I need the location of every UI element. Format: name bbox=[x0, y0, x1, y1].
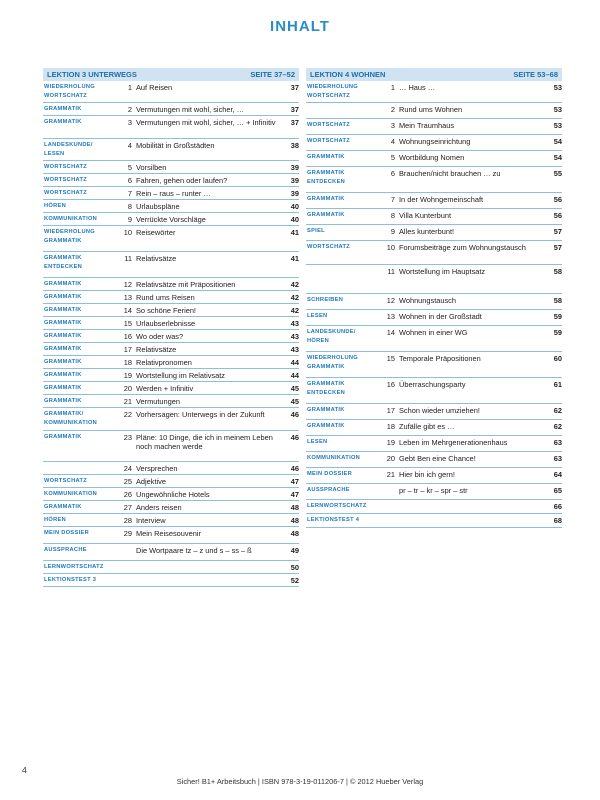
row-page: 57 bbox=[553, 243, 562, 252]
row-page: 63 bbox=[553, 454, 562, 463]
row-number: 9 bbox=[390, 227, 395, 236]
row-title: So schöne Ferien! bbox=[136, 306, 196, 315]
row-title: Rein – raus – runter … bbox=[136, 189, 211, 198]
toc-row bbox=[43, 103, 299, 116]
row-page: 68 bbox=[553, 516, 562, 525]
row-category: GRAMMATIK bbox=[44, 398, 82, 404]
row-title: Rund ums Reisen bbox=[136, 293, 195, 302]
row-page: 37 bbox=[290, 105, 299, 114]
row-page: 47 bbox=[290, 490, 299, 499]
row-title: Relativsätze mit Präpositionen bbox=[136, 280, 236, 289]
row-category: GRAMMATIK ENTDECKEN bbox=[307, 170, 346, 185]
row-page: 54 bbox=[553, 153, 562, 162]
row-title: Mobilität in Großstädten bbox=[136, 141, 215, 150]
toc-row bbox=[43, 475, 299, 488]
row-number: 6 bbox=[390, 169, 395, 178]
footer-imprint: Sicher! B1+ Arbeitsbuch | ISBN 978-3-19-011206-7 | © 2012 Hueber Verlag bbox=[176, 777, 424, 786]
toc-row bbox=[306, 452, 562, 468]
toc-row bbox=[306, 378, 562, 404]
toc-row bbox=[43, 304, 299, 317]
row-title: Alles kunterbunt! bbox=[399, 227, 455, 236]
row-page: 41 bbox=[290, 254, 299, 263]
row-category: KOMMUNIKATION bbox=[44, 491, 98, 497]
row-number: 16 bbox=[123, 332, 132, 341]
row-number: 19 bbox=[123, 371, 132, 380]
toc-row bbox=[43, 200, 299, 213]
toc-row bbox=[306, 241, 562, 265]
toc-row bbox=[43, 139, 299, 161]
row-category: WIEDERHOLUNG WORTSCHATZ bbox=[307, 84, 358, 99]
toc-row bbox=[43, 462, 299, 475]
row-page: 39 bbox=[290, 189, 299, 198]
row-number: 15 bbox=[386, 354, 395, 363]
row-category: MEIN DOSSIER bbox=[307, 471, 352, 477]
row-page: 44 bbox=[290, 371, 299, 380]
toc-row bbox=[43, 488, 299, 501]
row-category: GRAMMATIK bbox=[44, 307, 82, 313]
row-title: Überraschungsparty bbox=[399, 380, 466, 389]
toc-row bbox=[306, 468, 562, 484]
row-category: AUSSPRACHE bbox=[307, 487, 350, 493]
row-number: 23 bbox=[123, 433, 132, 442]
toc-row bbox=[43, 226, 299, 252]
row-number: 4 bbox=[390, 137, 395, 146]
toc-column-lektion-3 bbox=[43, 68, 299, 587]
row-title: Wohnungseinrichtung bbox=[399, 137, 471, 146]
row-category: GRAMMATIK bbox=[44, 294, 82, 300]
row-number: 1 bbox=[390, 83, 395, 92]
row-page: 50 bbox=[290, 563, 299, 572]
row-page: 45 bbox=[290, 384, 299, 393]
row-page: 39 bbox=[290, 163, 299, 172]
toc-row bbox=[306, 484, 562, 500]
row-title: Wortbildung Nomen bbox=[399, 153, 465, 162]
row-category: GRAMMATIK ENTDECKEN bbox=[44, 255, 83, 270]
toc-row bbox=[306, 404, 562, 420]
row-title: Anders reisen bbox=[136, 503, 182, 512]
row-number: 3 bbox=[127, 118, 132, 127]
row-category: GRAMMATIK bbox=[44, 119, 82, 125]
row-title: Zufälle gibt es … bbox=[399, 422, 455, 431]
row-category: SPIEL bbox=[307, 228, 325, 234]
toc-row bbox=[306, 352, 562, 378]
toc-row bbox=[43, 356, 299, 369]
row-number: 13 bbox=[123, 293, 132, 302]
row-title: Vermutungen bbox=[136, 397, 180, 406]
toc-row bbox=[43, 431, 299, 462]
row-category: GRAMMATIK bbox=[44, 372, 82, 378]
row-number: 14 bbox=[123, 306, 132, 315]
row-page: 59 bbox=[553, 312, 562, 321]
row-number: 21 bbox=[123, 397, 132, 406]
toc-row bbox=[306, 436, 562, 452]
row-page: 49 bbox=[290, 546, 299, 555]
row-category: MEIN DOSSIER bbox=[44, 530, 89, 536]
row-title: Wo oder was? bbox=[136, 332, 184, 341]
toc-row bbox=[43, 330, 299, 343]
row-page: 37 bbox=[290, 118, 299, 127]
row-title: Auf Reisen bbox=[136, 83, 173, 92]
toc-row bbox=[306, 500, 562, 514]
toc-row bbox=[306, 265, 562, 294]
row-category: WIEDERHOLUNG GRAMMATIK bbox=[44, 229, 95, 244]
row-page: 48 bbox=[290, 503, 299, 512]
row-number: 16 bbox=[386, 380, 395, 389]
toc-row bbox=[306, 167, 562, 193]
row-title: Adjektive bbox=[136, 477, 166, 486]
row-number: 15 bbox=[123, 319, 132, 328]
toc-row bbox=[306, 310, 562, 326]
row-page: 64 bbox=[553, 470, 562, 479]
toc-row bbox=[43, 174, 299, 187]
row-title: Vermutungen mit wohl, sicher, … bbox=[136, 105, 245, 114]
row-number: 19 bbox=[386, 438, 395, 447]
row-page: 42 bbox=[290, 280, 299, 289]
toc-row bbox=[43, 514, 299, 527]
toc-row bbox=[43, 252, 299, 278]
toc-row bbox=[306, 225, 562, 241]
row-page: 57 bbox=[553, 227, 562, 236]
row-title: Hier bin ich gern! bbox=[399, 470, 455, 479]
row-category: HÖREN bbox=[44, 203, 67, 209]
toc-row bbox=[43, 213, 299, 226]
row-number: 10 bbox=[386, 243, 395, 252]
row-title: Brauchen/nicht brauchen … zu bbox=[399, 169, 501, 178]
row-title: Pläne: 10 Dinge, die ich in meinem Leben noch machen werde bbox=[136, 433, 273, 452]
row-category: KOMMUNIKATION bbox=[307, 455, 361, 461]
row-page: 42 bbox=[290, 293, 299, 302]
row-number: 14 bbox=[386, 328, 395, 337]
row-number: 12 bbox=[386, 296, 395, 305]
row-title: Wohnen in einer WG bbox=[399, 328, 468, 337]
row-category: GRAMMATIK bbox=[307, 212, 345, 218]
row-page: 43 bbox=[290, 345, 299, 354]
toc-row bbox=[43, 161, 299, 174]
row-title: Leben im Mehrgenerationenhaus bbox=[399, 438, 508, 447]
row-title: In der Wohngemeinschaft bbox=[399, 195, 484, 204]
row-number: 4 bbox=[127, 141, 132, 150]
row-page: 56 bbox=[553, 211, 562, 220]
row-number: 6 bbox=[127, 176, 132, 185]
row-category: LERNWORTSCHATZ bbox=[307, 503, 367, 509]
row-number: 2 bbox=[127, 105, 132, 114]
row-category: WORTSCHATZ bbox=[44, 164, 88, 170]
row-category: LESEN bbox=[307, 439, 328, 445]
row-page: 46 bbox=[290, 410, 299, 419]
row-page: 58 bbox=[553, 267, 562, 276]
row-category: LANDESKUNDE/ HÖREN bbox=[307, 329, 356, 344]
toc-row bbox=[43, 116, 299, 139]
row-number: 28 bbox=[123, 516, 132, 525]
row-page: 58 bbox=[553, 296, 562, 305]
row-category: GRAMMATIK bbox=[307, 196, 345, 202]
row-category: GRAMMATIK/ KOMMUNIKATION bbox=[44, 411, 98, 426]
toc-row bbox=[306, 514, 562, 528]
row-number: 27 bbox=[123, 503, 132, 512]
row-title: Urlaubspläne bbox=[136, 202, 180, 211]
toc-row bbox=[306, 103, 562, 119]
row-number: 3 bbox=[390, 121, 395, 130]
row-category: WIEDERHOLUNG WORTSCHATZ bbox=[44, 84, 95, 99]
row-title: Verrückte Vorschläge bbox=[136, 215, 206, 224]
toc-row bbox=[43, 317, 299, 330]
row-number: 21 bbox=[386, 470, 395, 479]
row-title: Relativpronomen bbox=[136, 358, 192, 367]
row-title: Mein Reisesouvenir bbox=[136, 529, 201, 538]
row-category: GRAMMATIK bbox=[44, 359, 82, 365]
toc-row bbox=[306, 135, 562, 151]
row-category: WORTSCHATZ bbox=[307, 138, 351, 144]
lesson-header bbox=[306, 68, 562, 81]
toc-row bbox=[306, 151, 562, 167]
row-page: 59 bbox=[553, 328, 562, 337]
row-title: Fahren, gehen oder laufen? bbox=[136, 176, 228, 185]
row-title: Vorhersagen: Unterwegs in der Zukunft bbox=[136, 410, 265, 419]
row-page: 48 bbox=[290, 516, 299, 525]
row-number: 5 bbox=[390, 153, 395, 162]
row-category: GRAMMATIK ENTDECKEN bbox=[307, 381, 346, 396]
row-page: 46 bbox=[290, 464, 299, 473]
row-page: 41 bbox=[290, 228, 299, 237]
row-page: 42 bbox=[290, 306, 299, 315]
row-title: pr – tr – kr – spr – str bbox=[399, 486, 468, 495]
row-category: WORTSCHATZ bbox=[307, 244, 351, 250]
row-page: 53 bbox=[553, 83, 562, 92]
toc-row bbox=[43, 561, 299, 574]
row-title: Die Wortpaare tz – z und s – ss – ß bbox=[136, 546, 252, 555]
row-number: 18 bbox=[386, 422, 395, 431]
row-title: Temporale Präpositionen bbox=[399, 354, 481, 363]
row-page: 61 bbox=[553, 380, 562, 389]
toc-row bbox=[43, 291, 299, 304]
row-title: Ungewöhnliche Hotels bbox=[136, 490, 210, 499]
row-category: LANDESKUNDE/ LESEN bbox=[44, 142, 93, 157]
row-page: 56 bbox=[553, 195, 562, 204]
row-title: Vorsilben bbox=[136, 163, 167, 172]
row-page: 40 bbox=[290, 202, 299, 211]
row-category: LEKTIONSTEST 3 bbox=[44, 577, 97, 583]
row-number: 8 bbox=[127, 202, 132, 211]
row-number: 7 bbox=[390, 195, 395, 204]
row-category: GRAMMATIK bbox=[44, 346, 82, 352]
row-title: Gebt Ben eine Chance! bbox=[399, 454, 476, 463]
toc-row bbox=[306, 294, 562, 310]
row-number: 20 bbox=[123, 384, 132, 393]
row-number: 29 bbox=[123, 529, 132, 538]
row-title: Villa Kunterbunt bbox=[399, 211, 452, 220]
row-number: 11 bbox=[387, 267, 395, 276]
row-title: Urlaubserlebnisse bbox=[136, 319, 196, 328]
toc-row bbox=[43, 544, 299, 561]
row-title: Wohnen in der Großstadt bbox=[399, 312, 482, 321]
row-title: Reisewörter bbox=[136, 228, 176, 237]
row-category: KOMMUNIKATION bbox=[44, 216, 98, 222]
row-number: 26 bbox=[123, 490, 132, 499]
toc-row bbox=[43, 187, 299, 200]
row-number: 17 bbox=[123, 345, 132, 354]
row-category: GRAMMATIK bbox=[307, 423, 345, 429]
row-page: 53 bbox=[553, 105, 562, 114]
row-number: 18 bbox=[123, 358, 132, 367]
row-category: SCHREIBEN bbox=[307, 297, 344, 303]
row-category: LEKTIONSTEST 4 bbox=[307, 517, 360, 523]
row-title: Wohnungstausch bbox=[399, 296, 456, 305]
row-title: Vermutungen mit wohl, sicher, … + Infinitiv bbox=[136, 118, 276, 127]
row-category: LESEN bbox=[307, 313, 328, 319]
row-category: WORTSCHATZ bbox=[307, 122, 351, 128]
row-number: 22 bbox=[123, 410, 132, 419]
row-number: 25 bbox=[123, 477, 132, 486]
row-number: 8 bbox=[390, 211, 395, 220]
row-title: Wortstellung im Hauptsatz bbox=[399, 267, 486, 276]
row-title: Werden + Infinitiv bbox=[136, 384, 194, 393]
row-category: GRAMMATIK bbox=[44, 434, 82, 440]
row-category: GRAMMATIK bbox=[44, 385, 82, 391]
row-number: 5 bbox=[127, 163, 132, 172]
row-title: Rund ums Wohnen bbox=[399, 105, 463, 114]
row-number: 12 bbox=[123, 280, 132, 289]
row-number: 7 bbox=[127, 189, 132, 198]
row-page: 62 bbox=[553, 422, 562, 431]
page-number: 4 bbox=[22, 765, 27, 775]
row-category: GRAMMATIK bbox=[44, 320, 82, 326]
row-category: GRAMMATIK bbox=[44, 504, 82, 510]
row-page: 52 bbox=[290, 576, 299, 585]
row-category: GRAMMATIK bbox=[44, 281, 82, 287]
row-page: 48 bbox=[290, 529, 299, 538]
toc-row bbox=[306, 193, 562, 209]
row-category: WORTSCHATZ bbox=[44, 177, 88, 183]
row-number: 9 bbox=[127, 215, 132, 224]
lesson-title: LEKTION 4 WOHNEN bbox=[310, 70, 386, 79]
row-number: 11 bbox=[124, 254, 132, 263]
row-page: 39 bbox=[290, 176, 299, 185]
row-page: 53 bbox=[553, 121, 562, 130]
toc-row bbox=[43, 382, 299, 395]
row-category: WORTSCHATZ bbox=[44, 190, 88, 196]
row-title: Schon wieder umziehen! bbox=[399, 406, 480, 415]
row-number: 2 bbox=[390, 105, 395, 114]
toc-row bbox=[43, 408, 299, 431]
row-number: 24 bbox=[123, 464, 132, 473]
row-page: 40 bbox=[290, 215, 299, 224]
row-page: 38 bbox=[290, 141, 299, 150]
row-page: 37 bbox=[290, 83, 299, 92]
row-category: GRAMMATIK bbox=[307, 154, 345, 160]
toc-row bbox=[306, 326, 562, 352]
toc-column-lektion-4 bbox=[306, 68, 562, 528]
toc-row bbox=[306, 119, 562, 135]
row-page: 62 bbox=[553, 406, 562, 415]
toc-row bbox=[43, 369, 299, 382]
row-category: GRAMMATIK bbox=[307, 407, 345, 413]
row-number: 13 bbox=[386, 312, 395, 321]
row-title: Forumsbeiträge zum Wohnungstausch bbox=[399, 243, 526, 252]
row-category: LERNWORTSCHATZ bbox=[44, 564, 104, 570]
row-page: 55 bbox=[553, 169, 562, 178]
row-number: 10 bbox=[123, 228, 132, 237]
lesson-pages: SEITE 53–68 bbox=[513, 70, 558, 79]
row-page: 44 bbox=[290, 358, 299, 367]
row-title: Versprechen bbox=[136, 464, 178, 473]
lesson-title: LEKTION 3 UNTERWEGS bbox=[47, 70, 137, 79]
row-category: WORTSCHATZ bbox=[44, 478, 88, 484]
toc-row bbox=[43, 574, 299, 587]
row-category: AUSSPRACHE bbox=[44, 547, 87, 553]
row-number: 17 bbox=[386, 406, 395, 415]
row-number: 20 bbox=[386, 454, 395, 463]
lesson-header bbox=[43, 68, 299, 81]
row-number: 1 bbox=[127, 83, 132, 92]
row-title: Interview bbox=[136, 516, 166, 525]
row-category: HÖREN bbox=[44, 517, 67, 523]
lesson-pages: SEITE 37–52 bbox=[250, 70, 295, 79]
toc-row bbox=[306, 209, 562, 225]
row-category: GRAMMATIK bbox=[44, 333, 82, 339]
row-title: Relativsätze bbox=[136, 345, 177, 354]
row-page: 60 bbox=[553, 354, 562, 363]
toc-row bbox=[43, 278, 299, 291]
row-title: Mein Traumhaus bbox=[399, 121, 455, 130]
toc-row bbox=[43, 527, 299, 544]
row-page: 45 bbox=[290, 397, 299, 406]
toc-row bbox=[43, 81, 299, 103]
row-page: 54 bbox=[553, 137, 562, 146]
row-page: 47 bbox=[290, 477, 299, 486]
toc-row bbox=[43, 343, 299, 356]
page-title: INHALT bbox=[270, 18, 330, 35]
row-category: GRAMMATIK bbox=[44, 106, 82, 112]
row-page: 66 bbox=[553, 502, 562, 511]
row-page: 43 bbox=[290, 319, 299, 328]
row-title: Wortstellung im Relativsatz bbox=[136, 371, 225, 380]
row-page: 46 bbox=[290, 433, 299, 442]
row-category: WIEDERHOLUNG GRAMMATIK bbox=[307, 355, 358, 370]
row-page: 63 bbox=[553, 438, 562, 447]
row-title: … Haus … bbox=[399, 83, 436, 92]
toc-row bbox=[306, 420, 562, 436]
row-title: Relativsätze bbox=[136, 254, 177, 263]
toc-row bbox=[43, 501, 299, 514]
toc-row bbox=[43, 395, 299, 408]
row-page: 43 bbox=[290, 332, 299, 341]
row-page: 65 bbox=[553, 486, 562, 495]
toc-row bbox=[306, 81, 562, 103]
